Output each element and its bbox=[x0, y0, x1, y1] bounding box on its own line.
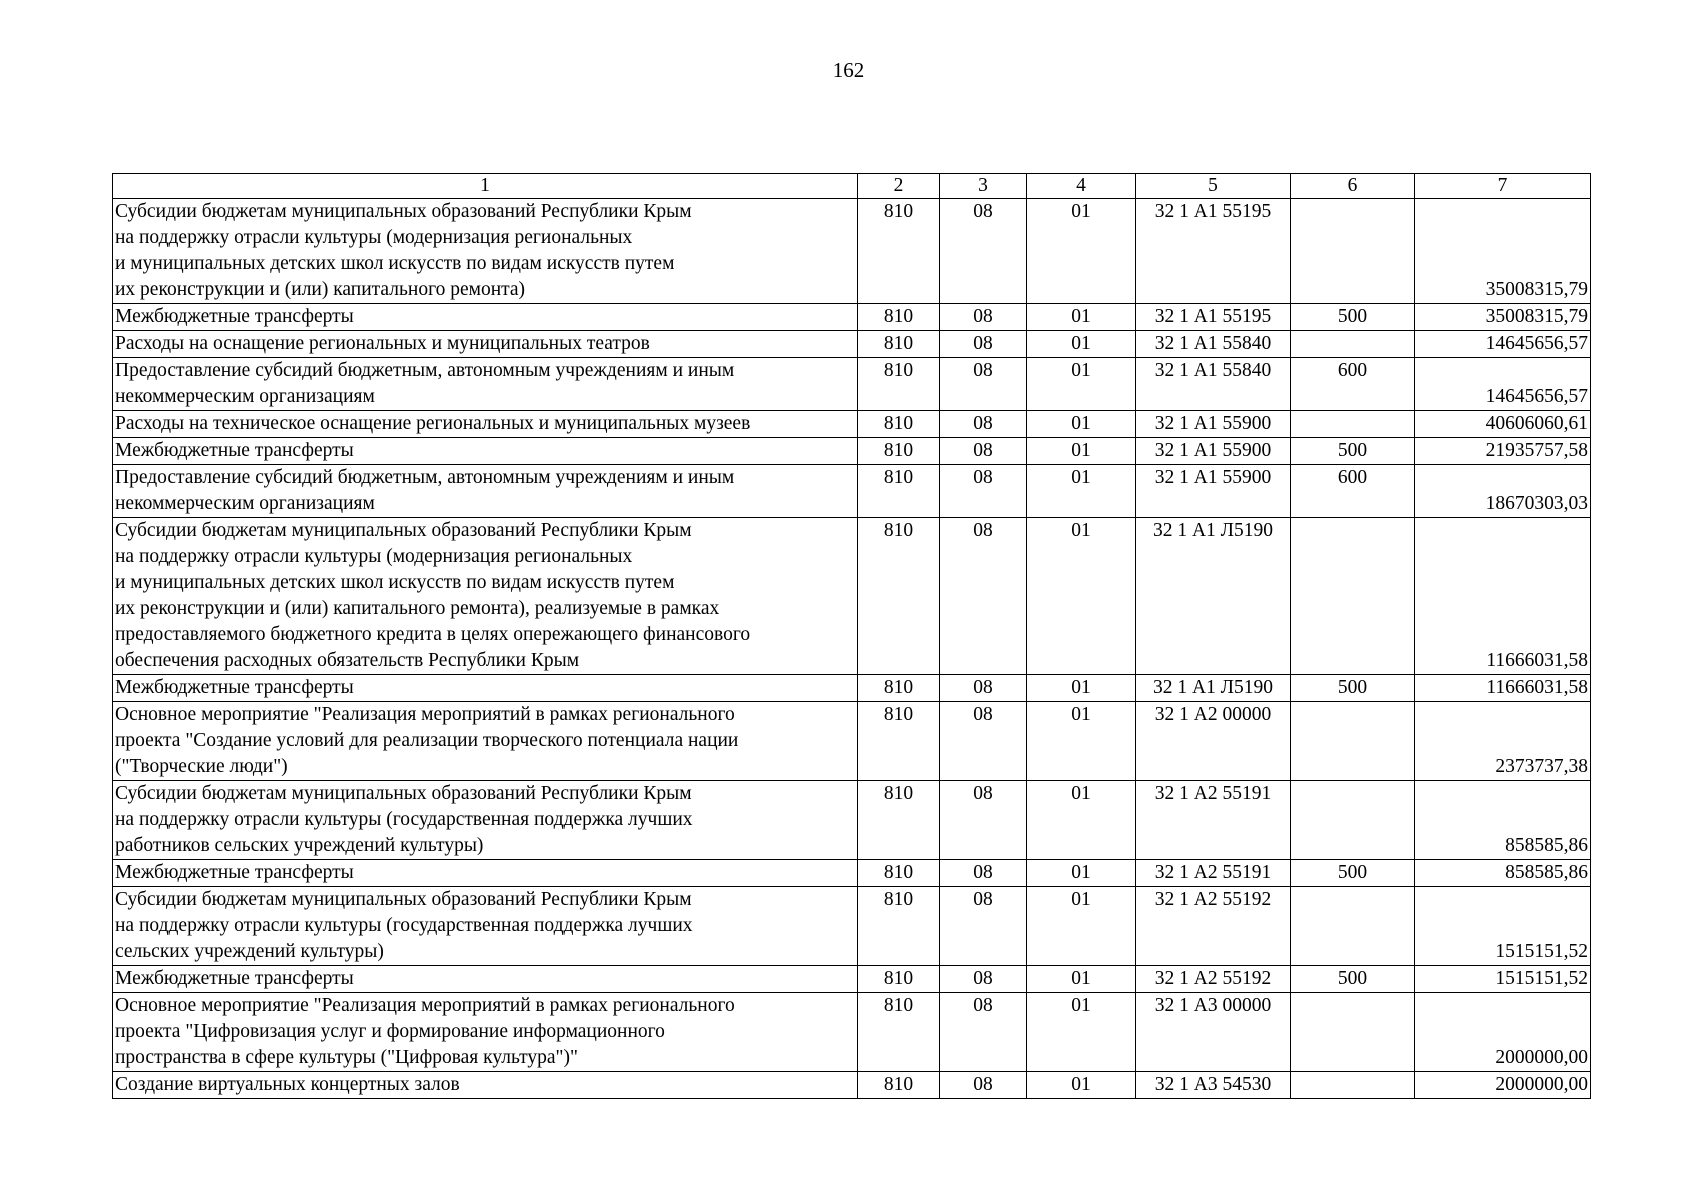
expense-type-code-cell: 500 bbox=[1291, 438, 1415, 465]
section-code-cell: 08 bbox=[940, 1072, 1027, 1099]
header-col-6: 6 bbox=[1291, 174, 1415, 199]
expense-name-cell: Межбюджетные трансферты bbox=[113, 438, 858, 465]
section-code-cell: 08 bbox=[940, 199, 1027, 304]
section-code-cell: 08 bbox=[940, 887, 1027, 966]
amount-cell: 1515151,52 bbox=[1415, 887, 1591, 966]
header-col-2: 2 bbox=[858, 174, 940, 199]
amount-cell: 858585,86 bbox=[1415, 781, 1591, 860]
section-code-cell: 08 bbox=[940, 675, 1027, 702]
ministry-code-cell: 810 bbox=[858, 199, 940, 304]
subsection-code-cell: 01 bbox=[1027, 781, 1136, 860]
table-row bbox=[113, 675, 1591, 702]
subsection-code-cell: 01 bbox=[1027, 860, 1136, 887]
expense-type-code-cell bbox=[1291, 781, 1415, 860]
expense-name-cell: Межбюджетные трансферты bbox=[113, 860, 858, 887]
expense-type-code-cell bbox=[1291, 199, 1415, 304]
expense-type-code-cell: 600 bbox=[1291, 358, 1415, 411]
target-article-code-cell: 32 1 А3 54530 bbox=[1136, 1072, 1291, 1099]
subsection-code-cell: 01 bbox=[1027, 438, 1136, 465]
ministry-code-cell: 810 bbox=[858, 966, 940, 993]
target-article-code-cell: 32 1 А2 55192 bbox=[1136, 966, 1291, 993]
expense-name-cell: Субсидии бюджетам муниципальных образований Республики Крым на поддержку отрасли культуры (государственная поддержка лучших работников сельских учреждений культуры) bbox=[113, 781, 858, 860]
table-row bbox=[113, 993, 1591, 1072]
amount-cell: 2373737,38 bbox=[1415, 702, 1591, 781]
expense-name-cell: Создание виртуальных концертных залов bbox=[113, 1072, 858, 1099]
ministry-code-cell: 810 bbox=[858, 358, 940, 411]
ministry-code-cell: 810 bbox=[858, 518, 940, 675]
ministry-code-cell: 810 bbox=[858, 702, 940, 781]
header-row bbox=[113, 174, 1591, 199]
subsection-code-cell: 01 bbox=[1027, 465, 1136, 518]
target-article-code-cell: 32 1 А1 55840 bbox=[1136, 331, 1291, 358]
amount-cell: 14645656,57 bbox=[1415, 331, 1591, 358]
expense-type-code-cell: 600 bbox=[1291, 465, 1415, 518]
section-code-cell: 08 bbox=[940, 702, 1027, 781]
target-article-code-cell: 32 1 А2 55191 bbox=[1136, 860, 1291, 887]
expense-name-cell: Основное мероприятие "Реализация мероприятий в рамках регионального проекта "Цифровизация услуг и формирование информационного пространства в сфере культуры ("Цифровая культура")" bbox=[113, 993, 858, 1072]
amount-cell: 21935757,58 bbox=[1415, 438, 1591, 465]
target-article-code-cell: 32 1 А1 55900 bbox=[1136, 411, 1291, 438]
subsection-code-cell: 01 bbox=[1027, 304, 1136, 331]
expense-name-cell: Межбюджетные трансферты bbox=[113, 966, 858, 993]
expense-type-code-cell: 500 bbox=[1291, 860, 1415, 887]
expense-name-cell: Расходы на техническое оснащение региональных и муниципальных музеев bbox=[113, 411, 858, 438]
table-row bbox=[113, 860, 1591, 887]
table-row bbox=[113, 781, 1591, 860]
subsection-code-cell: 01 bbox=[1027, 199, 1136, 304]
section-code-cell: 08 bbox=[940, 331, 1027, 358]
header-col-7: 7 bbox=[1415, 174, 1591, 199]
amount-cell: 40606060,61 bbox=[1415, 411, 1591, 438]
page-number: 162 bbox=[832, 58, 865, 82]
table-row bbox=[113, 411, 1591, 438]
header-col-4: 4 bbox=[1027, 174, 1136, 199]
budget-table bbox=[112, 173, 1591, 1099]
subsection-code-cell: 01 bbox=[1027, 358, 1136, 411]
target-article-code-cell: 32 1 А2 00000 bbox=[1136, 702, 1291, 781]
subsection-code-cell: 01 bbox=[1027, 887, 1136, 966]
ministry-code-cell: 810 bbox=[858, 331, 940, 358]
amount-cell: 14645656,57 bbox=[1415, 358, 1591, 411]
subsection-code-cell: 01 bbox=[1027, 966, 1136, 993]
amount-cell: 18670303,03 bbox=[1415, 465, 1591, 518]
expense-type-code-cell: 500 bbox=[1291, 966, 1415, 993]
target-article-code-cell: 32 1 А2 55192 bbox=[1136, 887, 1291, 966]
expense-type-code-cell bbox=[1291, 411, 1415, 438]
table-row bbox=[113, 331, 1591, 358]
amount-cell: 35008315,79 bbox=[1415, 199, 1591, 304]
expense-name-cell: Расходы на оснащение региональных и муниципальных театров bbox=[113, 331, 858, 358]
expense-type-code-cell bbox=[1291, 1072, 1415, 1099]
target-article-code-cell: 32 1 А2 55191 bbox=[1136, 781, 1291, 860]
target-article-code-cell: 32 1 А1 55195 bbox=[1136, 304, 1291, 331]
section-code-cell: 08 bbox=[940, 411, 1027, 438]
amount-cell: 11666031,58 bbox=[1415, 518, 1591, 675]
ministry-code-cell: 810 bbox=[858, 304, 940, 331]
target-article-code-cell: 32 1 А1 55900 bbox=[1136, 465, 1291, 518]
expense-name-cell: Субсидии бюджетам муниципальных образований Республики Крым на поддержку отрасли культуры (модернизация региональных и муниципальных детских школ искусств по видам искусств путем их реконструкции и (или) капитального ремонта) bbox=[113, 199, 858, 304]
ministry-code-cell: 810 bbox=[858, 675, 940, 702]
section-code-cell: 08 bbox=[940, 358, 1027, 411]
table-body bbox=[113, 199, 1591, 1099]
amount-cell: 35008315,79 bbox=[1415, 304, 1591, 331]
table-row bbox=[113, 518, 1591, 675]
subsection-code-cell: 01 bbox=[1027, 331, 1136, 358]
subsection-code-cell: 01 bbox=[1027, 993, 1136, 1072]
target-article-code-cell: 32 1 А1 Л5190 bbox=[1136, 518, 1291, 675]
table-header bbox=[113, 174, 1591, 199]
section-code-cell: 08 bbox=[940, 518, 1027, 675]
header-col-5: 5 bbox=[1136, 174, 1291, 199]
expense-type-code-cell: 500 bbox=[1291, 675, 1415, 702]
expense-name-cell: Субсидии бюджетам муниципальных образований Республики Крым на поддержку отрасли культуры (государственная поддержка лучших сельских учреждений культуры) bbox=[113, 887, 858, 966]
expense-type-code-cell bbox=[1291, 702, 1415, 781]
table-row bbox=[113, 702, 1591, 781]
table-row bbox=[113, 199, 1591, 304]
subsection-code-cell: 01 bbox=[1027, 675, 1136, 702]
table-row bbox=[113, 966, 1591, 993]
ministry-code-cell: 810 bbox=[858, 781, 940, 860]
amount-cell: 2000000,00 bbox=[1415, 993, 1591, 1072]
ministry-code-cell: 810 bbox=[858, 860, 940, 887]
amount-cell: 11666031,58 bbox=[1415, 675, 1591, 702]
section-code-cell: 08 bbox=[940, 993, 1027, 1072]
expense-name-cell: Субсидии бюджетам муниципальных образований Республики Крым на поддержку отрасли культуры (модернизация региональных и муниципальных детских школ искусств по видам искусств путем их реконструкции и (или) капитального ремонта), реализуемые в рамках предоставляемого бюджетного кредита в целях опережающего финансового обеспечения расходных обязательств Республики Крым bbox=[113, 518, 858, 675]
expense-name-cell: Предоставление субсидий бюджетным, автономным учреждениям и иным некоммерческим организациям bbox=[113, 465, 858, 518]
ministry-code-cell: 810 bbox=[858, 411, 940, 438]
expense-name-cell: Межбюджетные трансферты bbox=[113, 675, 858, 702]
expense-type-code-cell bbox=[1291, 331, 1415, 358]
amount-cell: 2000000,00 bbox=[1415, 1072, 1591, 1099]
ministry-code-cell: 810 bbox=[858, 438, 940, 465]
table-row bbox=[113, 465, 1591, 518]
expense-type-code-cell bbox=[1291, 993, 1415, 1072]
target-article-code-cell: 32 1 А1 55840 bbox=[1136, 358, 1291, 411]
table-row bbox=[113, 1072, 1591, 1099]
section-code-cell: 08 bbox=[940, 438, 1027, 465]
amount-cell: 858585,86 bbox=[1415, 860, 1591, 887]
ministry-code-cell: 810 bbox=[858, 1072, 940, 1099]
subsection-code-cell: 01 bbox=[1027, 411, 1136, 438]
table-row bbox=[113, 438, 1591, 465]
subsection-code-cell: 01 bbox=[1027, 702, 1136, 781]
section-code-cell: 08 bbox=[940, 304, 1027, 331]
table-row bbox=[113, 887, 1591, 966]
section-code-cell: 08 bbox=[940, 966, 1027, 993]
section-code-cell: 08 bbox=[940, 860, 1027, 887]
amount-cell: 1515151,52 bbox=[1415, 966, 1591, 993]
target-article-code-cell: 32 1 А1 55900 bbox=[1136, 438, 1291, 465]
expense-name-cell: Межбюджетные трансферты bbox=[113, 304, 858, 331]
expense-type-code-cell bbox=[1291, 518, 1415, 675]
target-article-code-cell: 32 1 А1 Л5190 bbox=[1136, 675, 1291, 702]
section-code-cell: 08 bbox=[940, 465, 1027, 518]
expense-name-cell: Основное мероприятие "Реализация мероприятий в рамках регионального проекта "Создание условий для реализации творческого потенциала нации ("Творческие люди") bbox=[113, 702, 858, 781]
section-code-cell: 08 bbox=[940, 781, 1027, 860]
target-article-code-cell: 32 1 А3 00000 bbox=[1136, 993, 1291, 1072]
subsection-code-cell: 01 bbox=[1027, 518, 1136, 675]
table-row bbox=[113, 304, 1591, 331]
expense-type-code-cell bbox=[1291, 887, 1415, 966]
ministry-code-cell: 810 bbox=[858, 887, 940, 966]
table-row bbox=[113, 358, 1591, 411]
subsection-code-cell: 01 bbox=[1027, 1072, 1136, 1099]
target-article-code-cell: 32 1 А1 55195 bbox=[1136, 199, 1291, 304]
header-col-1: 1 bbox=[113, 174, 858, 199]
ministry-code-cell: 810 bbox=[858, 993, 940, 1072]
expense-type-code-cell: 500 bbox=[1291, 304, 1415, 331]
ministry-code-cell: 810 bbox=[858, 465, 940, 518]
header-col-3: 3 bbox=[940, 174, 1027, 199]
expense-name-cell: Предоставление субсидий бюджетным, автономным учреждениям и иным некоммерческим организациям bbox=[113, 358, 858, 411]
